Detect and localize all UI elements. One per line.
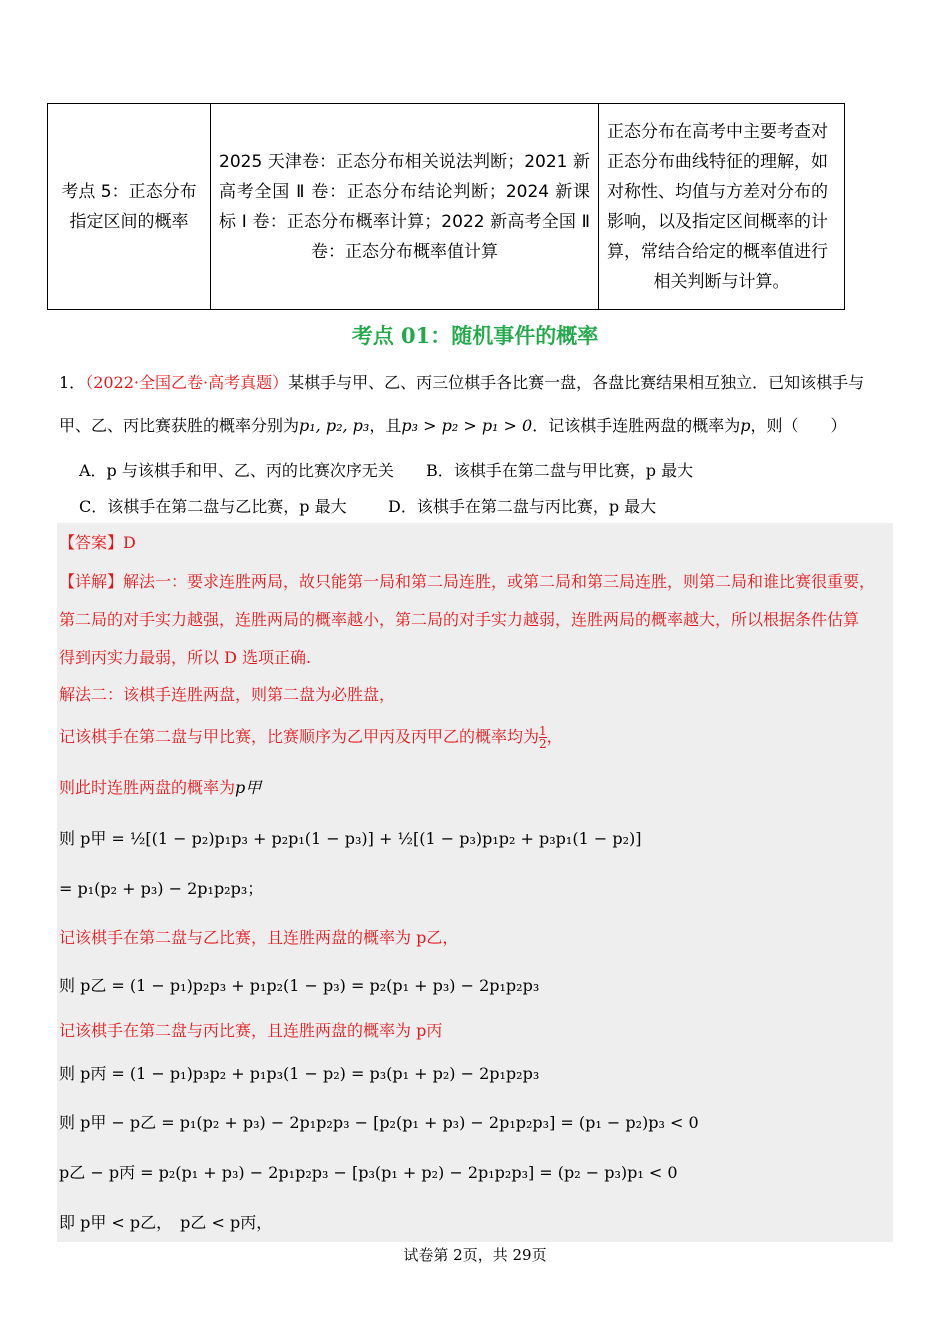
math-inequality: p₃ > p₂ > p₁ > 0 — [401, 416, 533, 435]
page-footer: 试卷第 2页，共 29页 — [403, 1246, 547, 1264]
option-b: B．该棋手在第二盘与甲比赛，p 最大 — [426, 461, 694, 480]
equation-7: 即 p甲 < p乙， p乙 < p丙， — [59, 1213, 273, 1232]
method2-line-2 — [59, 724, 563, 750]
method1-line-2: 第二局的对手实力越强，连胜两局的概率越小，第二局的对手实力越弱，连胜两局的概率越大，所以根据条件估算 — [59, 610, 860, 629]
question-stem-2a: 甲、乙、丙比赛获胜的概率分别为 — [59, 416, 300, 435]
answer-label: 【答案】 — [59, 533, 124, 552]
question-stem-2b: ，且 — [369, 416, 402, 435]
section-title: 考点 01：随机事件的概率 — [351, 323, 599, 348]
question-stem-1: 某棋手与甲、乙、丙三位棋手各比赛一盘，各盘比赛结果相互独立．已知该棋手与 — [288, 373, 865, 392]
math-probabilities: p₁, p₂, p₃ — [299, 416, 370, 435]
equation-6: p乙 − p丙 = p₂(p₁ + p₃) − 2p₁p₂p₃ − [p₃(p₁ + p₂) − 2p₁p₂p₃] = (p₂ − p₃)p₁ < 0 — [59, 1163, 678, 1182]
exams-text: 2025 天津卷：正态分布相关说法判断；2021 新高考全国 Ⅱ 卷：正态分布结论判断；2024 新课标 Ⅰ 卷：正态分布概率计算；2022 新高考全国 Ⅱ 卷：正态分布概率值计算 — [219, 151, 590, 262]
analysis-text: 正态分布在高考中主要考查对正态分布曲线特征的理解，如对称性、均值与方差对分布的影响，以及指定区间概率的计算，常结合给定的概率值进行相关判断与计算。 — [607, 121, 828, 292]
option-d: D．该棋手在第二盘与丙比赛，p 最大 — [388, 497, 657, 516]
question-stem-2c: ．记该棋手连胜两盘的概率为 — [532, 416, 741, 435]
equation-5: 则 p甲 − p乙 = p₁(p₂ + p₃) − 2p₁p₂p₃ − [p₂(p₁ + p₃) − 2p₁p₂p₃] = (p₁ − p₂)p₃ < 0 — [59, 1113, 699, 1132]
method2-line-4: 记该棋手在第二盘与乙比赛，且连胜两盘的概率为 p乙， — [59, 928, 459, 947]
answer-line — [59, 530, 136, 553]
summary-table — [47, 103, 845, 310]
detail-label: 【详解】 — [59, 572, 124, 591]
method1-line-1: 解法一：要求连胜两局，故只能第一局和第二局连胜，或第二局和第三局连胜，则第二局和谁比赛很重要， — [123, 572, 876, 591]
p-jia: p甲 — [235, 778, 262, 797]
table-cell-analysis — [599, 104, 844, 309]
method2-line-3 — [59, 775, 261, 798]
topic-text: 考点 5：正态分布指定区间的概率 — [61, 181, 197, 232]
method2-text-2: 记该棋手在第二盘与甲比赛，比赛顺序为乙甲丙及丙甲乙的概率均为 — [59, 727, 540, 746]
answer-value: D — [123, 533, 136, 552]
detail-line-1 — [59, 569, 875, 592]
table-cell-topic — [48, 104, 211, 309]
equation-1: 则 p甲 = ½[(1 − p₂)p₁p₃ + p₂p₁(1 − p₃)] + ½[(1 − p₃)p₁p₂ + p₃p₁(1 − p₂)] — [59, 829, 642, 848]
question-source: （2022·全国乙卷·高考真题） — [85, 373, 289, 392]
comma: ， — [546, 727, 563, 746]
question-number: 1． — [59, 373, 86, 392]
option-c: C．该棋手在第二盘与乙比赛，p 最大 — [79, 497, 347, 516]
equation-2: = p₁(p₂ + p₃) − 2p₁p₂p₃； — [59, 879, 264, 898]
question-line-1 — [59, 370, 864, 393]
question-stem-2d: ，则（ ） — [750, 416, 847, 435]
method2-line-1: 解法二：该棋手连胜两盘，则第二盘为必胜盘， — [59, 685, 396, 704]
fraction-half — [539, 725, 547, 750]
method2-line-5: 记该棋手在第二盘与丙比赛，且连胜两盘的概率为 p丙 — [59, 1021, 443, 1040]
table-cell-exams — [211, 104, 599, 309]
fraction-denominator: 2 — [539, 737, 547, 751]
math-p: p — [740, 416, 751, 435]
method2-text-3: 则此时连胜两盘的概率为 — [59, 778, 236, 797]
fraction-numerator: 1 — [539, 724, 547, 738]
equation-4: 则 p丙 = (1 − p₁)p₃p₂ + p₁p₃(1 − p₂) = p₃(p₁ + p₂) − 2p₁p₂p₃ — [59, 1064, 540, 1083]
question-line-2 — [59, 413, 847, 436]
method1-line-3: 得到丙实力最弱，所以 D 选项正确. — [59, 648, 312, 667]
option-a: A．p 与该棋手和甲、乙、丙的比赛次序无关 — [79, 461, 394, 480]
equation-3: 则 p乙 = (1 − p₁)p₂p₃ + p₁p₂(1 − p₃) = p₂(p₁ + p₃) − 2p₁p₂p₃ — [59, 976, 540, 995]
